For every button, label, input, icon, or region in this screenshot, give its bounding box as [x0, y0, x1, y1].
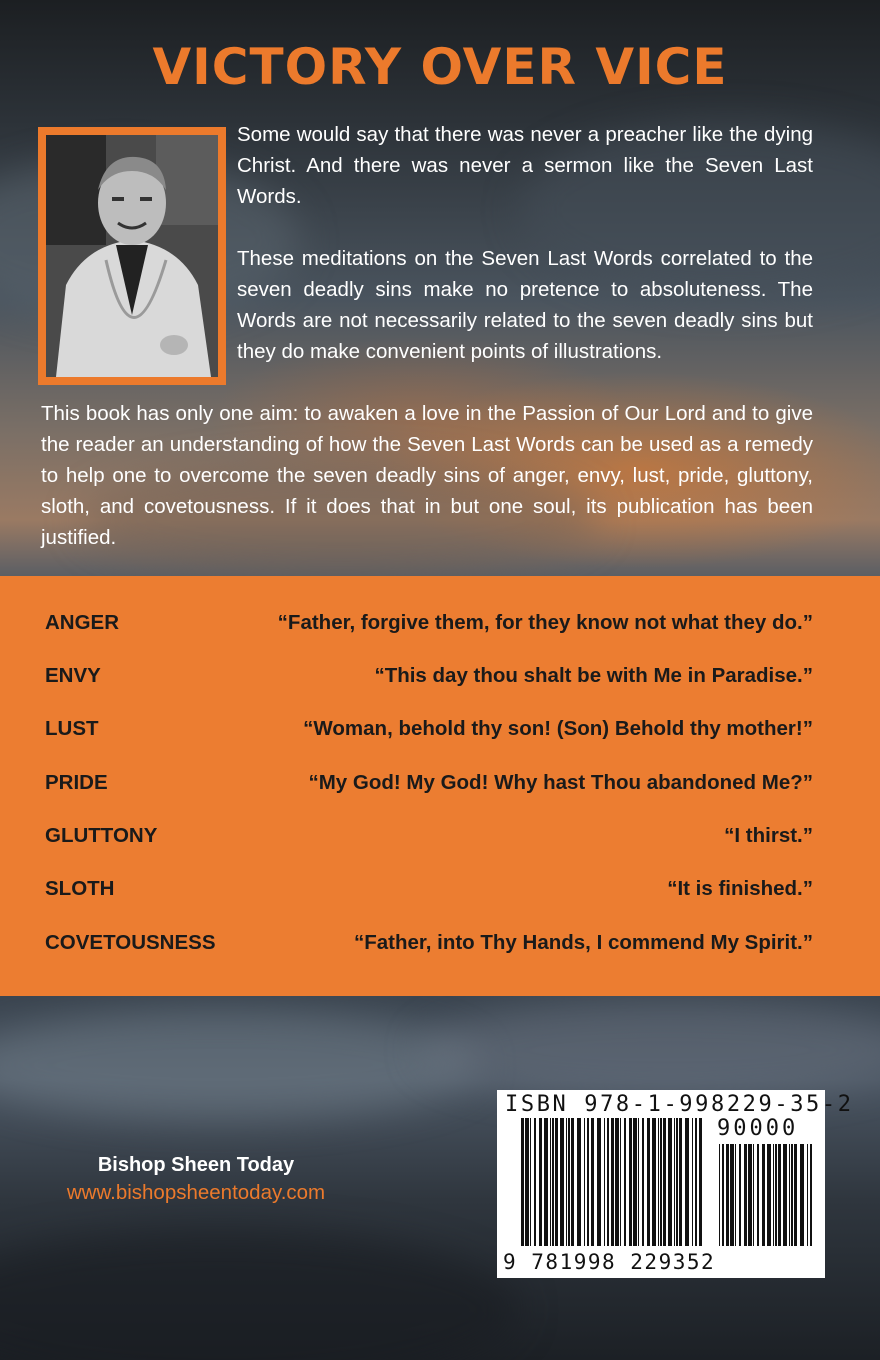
last-word-quote: “This day thou shalt be with Me in Paradise.”	[374, 664, 813, 687]
sins-list-band	[0, 576, 880, 996]
sin-row-lust	[45, 717, 813, 747]
isbn-text: ISBN 978-1-998229-35-2	[505, 1092, 854, 1117]
ean-number: 9 781998 229352	[503, 1250, 716, 1274]
intro-paragraph-3: This book has only one aim: to awaken a love in the Passion of Our Lord and to give the reader an understanding of how the Seven Last Words can be used as a remedy to help one to overcome the seven deadly sins of anger, envy, lust, pride, gluttony, sloth, and covetousness. If it does that in but one soul, its publication has been justified.	[41, 402, 813, 549]
last-word-quote: “It is finished.”	[667, 877, 813, 900]
sin-name: ENVY	[45, 664, 101, 687]
last-word-quote: “I thirst.”	[724, 824, 813, 847]
intro-paragraph-1: Some would say that there was never a preacher like the dying Christ. And there was never a sermon like the Seven Last Words.	[237, 123, 813, 208]
last-word-quote: “My God! My God! Why hast Thou abandoned Me?”	[308, 771, 813, 794]
sin-name: LUST	[45, 717, 99, 740]
cloud	[0, 1230, 520, 1360]
sin-row-anger	[45, 611, 813, 641]
last-word-quote: “Woman, behold thy son! (Son) Behold thy mother!”	[303, 717, 813, 740]
isbn-barcode	[497, 1090, 854, 1278]
cloud	[420, 1000, 880, 1100]
ean-bars	[521, 1118, 702, 1246]
author-photo-frame	[38, 127, 226, 385]
sin-row-pride	[45, 771, 813, 801]
sin-name: ANGER	[45, 611, 120, 634]
author-photo	[46, 135, 218, 377]
last-word-quote: “Father, into Thy Hands, I commend My Spirit.”	[353, 931, 813, 954]
sin-row-envy	[45, 664, 813, 694]
sin-row-gluttony	[45, 824, 813, 854]
addon-bars	[719, 1144, 812, 1246]
sin-name: PRIDE	[45, 771, 108, 794]
addon-number: 90000	[717, 1116, 799, 1141]
cloud	[0, 1010, 480, 1120]
publisher-block	[42, 1154, 350, 1205]
book-title: VICTORY OVER VICE	[152, 38, 728, 96]
intro-paragraph-2: These meditations on the Seven Last Words correlated to the seven deadly sins make no pretence to absoluteness. The Words are not necessarily related to the seven deadly sins but they do make convenient points of illustrations.	[237, 247, 813, 363]
publisher-url[interactable]: www.bishopsheentoday.com	[66, 1181, 326, 1204]
sin-name: GLUTTONY	[45, 824, 158, 847]
sin-row-sloth	[45, 877, 813, 907]
publisher-name: Bishop Sheen Today	[97, 1154, 295, 1176]
last-word-quote: “Father, forgive them, for they know not what they do.”	[277, 611, 813, 634]
sin-name: COVETOUSNESS	[45, 931, 216, 954]
sin-name: SLOTH	[45, 877, 115, 900]
author-portrait-illustration	[46, 135, 218, 377]
sin-row-covetousness	[45, 931, 813, 961]
